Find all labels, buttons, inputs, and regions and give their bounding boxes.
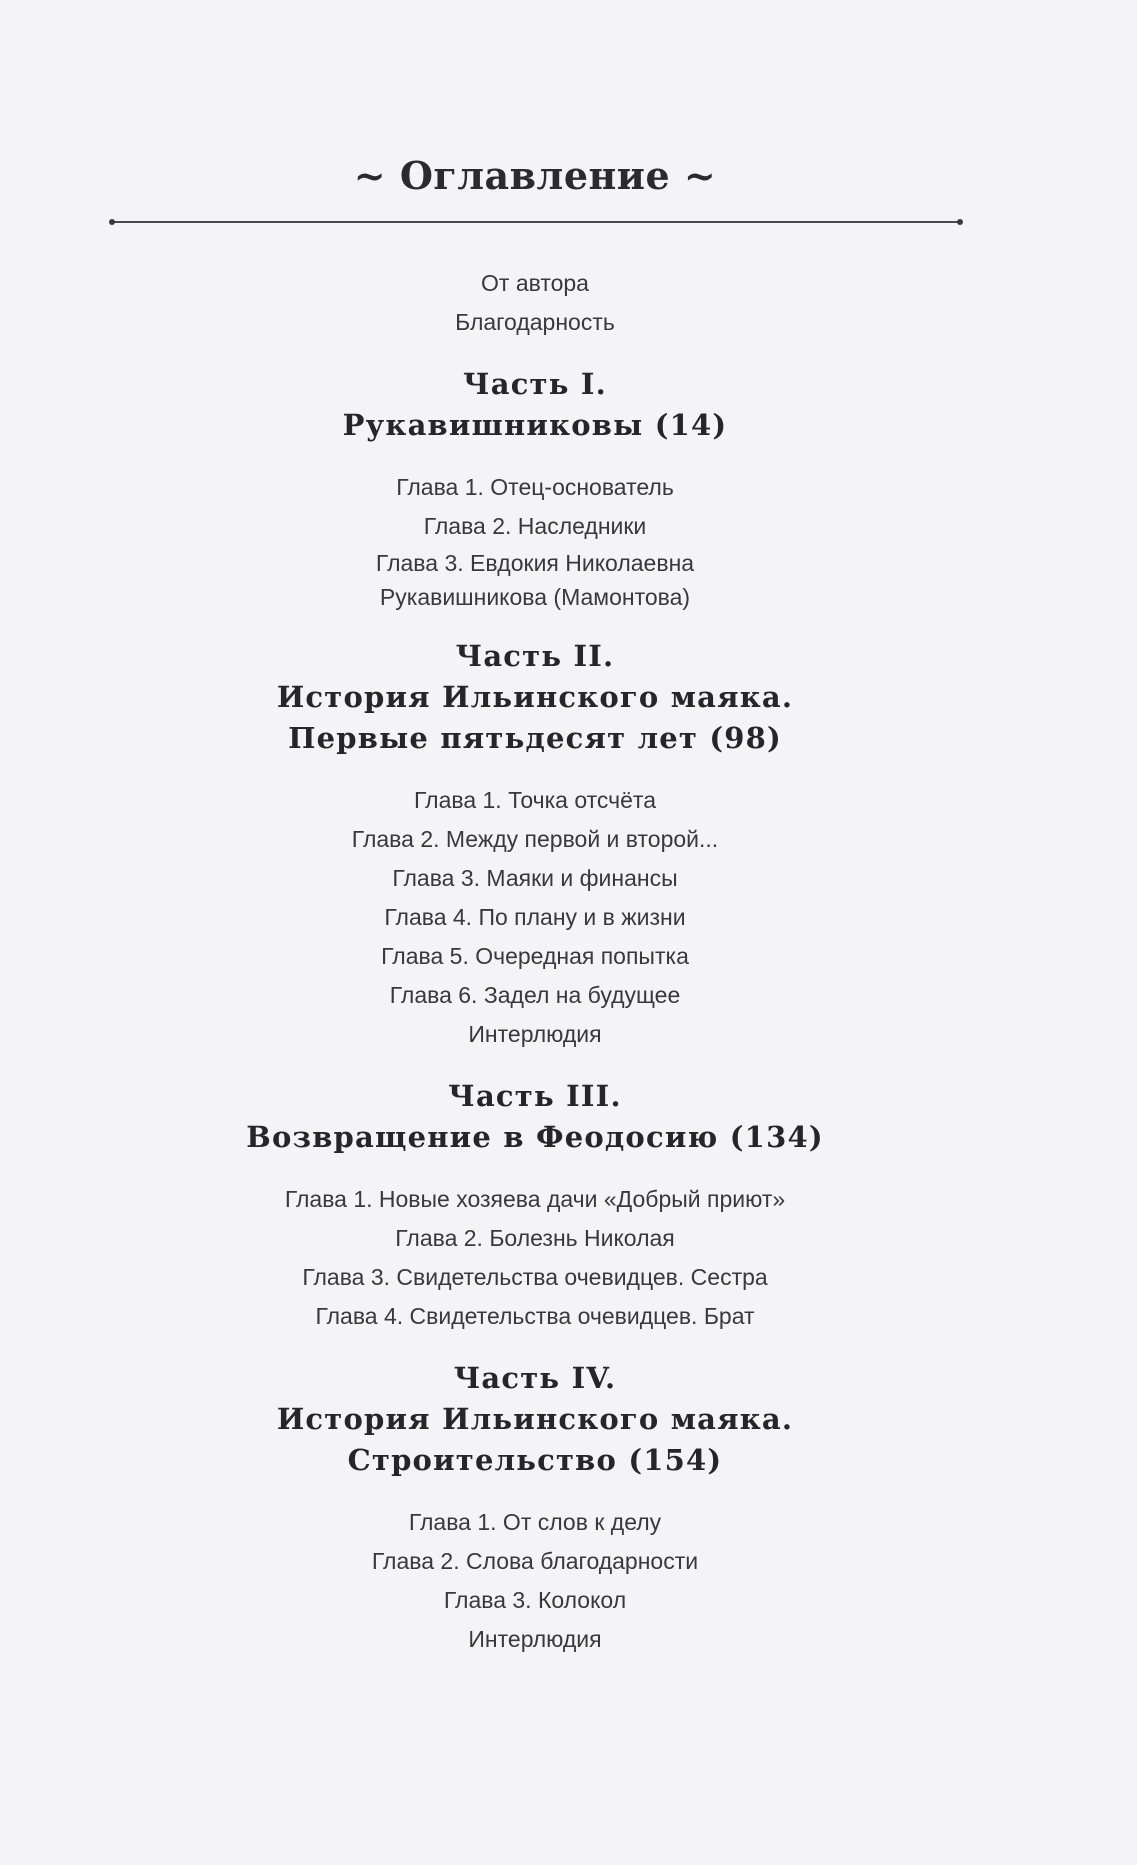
part-heading-3[interactable]	[0, 1076, 1070, 1158]
part-heading-line: Рукавишниковы (14)	[342, 408, 728, 442]
part-heading-line: Часть I.	[463, 367, 607, 401]
part-heading-4[interactable]	[0, 1358, 1070, 1481]
toc-chapter[interactable]: Глава 3. Колокол	[443, 1587, 627, 1613]
part-heading-line: Первые пятьдесят лет (98)	[288, 721, 782, 755]
toc-chapter[interactable]: Глава 3. Маяки и финансы	[392, 865, 678, 891]
part-heading-line: История Ильинского маяка.	[276, 1402, 794, 1436]
toc-chapter[interactable]: Глава 6. Задел на будущее	[389, 982, 681, 1008]
toc-chapter[interactable]: Глава 2. Наследники	[423, 513, 647, 539]
toc-chapter[interactable]: Глава 1. Отец-основатель	[396, 474, 674, 500]
toc-chapter[interactable]: Глава 2. Между первой и второй...	[351, 826, 719, 852]
toc-chapter[interactable]: Глава 5. Очередная попытка	[381, 943, 689, 969]
toc-chapter[interactable]: Глава 1. Новые хозяева дачи «Добрый приют»	[284, 1186, 786, 1212]
part-heading-2[interactable]	[0, 636, 1070, 759]
toc-chapter[interactable]: Глава 2. Слова благодарности	[371, 1548, 699, 1574]
toc-chapter[interactable]: Глава 3. Свидетельства очевидцев. Сестра	[302, 1264, 768, 1290]
toc-entry-acknowledgements[interactable]: Благодарность	[455, 309, 615, 335]
toc-chapter[interactable]: Глава 4. Свидетельства очевидцев. Брат	[315, 1303, 755, 1329]
toc-chapter[interactable]: Глава 3. Евдокия Николаевна Рукавишникова (Мамонтова)	[375, 550, 695, 610]
page-title: ~ Оглавление ~	[353, 153, 717, 198]
toc-entry-from-author[interactable]: От автора	[481, 270, 589, 296]
toc-chapter[interactable]: Интерлюдия	[468, 1021, 602, 1047]
part-heading-line: История Ильинского маяка.	[276, 680, 794, 714]
part-heading-line: Строительство (154)	[347, 1443, 723, 1477]
title-divider	[112, 221, 960, 223]
part-heading-1[interactable]	[0, 364, 1070, 446]
toc-chapter[interactable]: Глава 2. Болезнь Николая	[395, 1225, 675, 1251]
table-of-contents	[0, 264, 1070, 1659]
toc-chapter[interactable]: Глава 1. От слов к делу	[408, 1509, 662, 1535]
part-heading-line: Часть IV.	[453, 1361, 617, 1395]
toc-chapter[interactable]: Глава 1. Точка отсчёта	[413, 787, 656, 813]
toc-chapter[interactable]: Интерлюдия	[468, 1626, 602, 1652]
part-heading-line: Часть III.	[448, 1079, 622, 1113]
part-heading-line: Возвращение в Феодосию (134)	[246, 1120, 824, 1154]
toc-chapter[interactable]: Глава 4. По плану и в жизни	[384, 904, 686, 930]
part-heading-line: Часть II.	[455, 639, 615, 673]
